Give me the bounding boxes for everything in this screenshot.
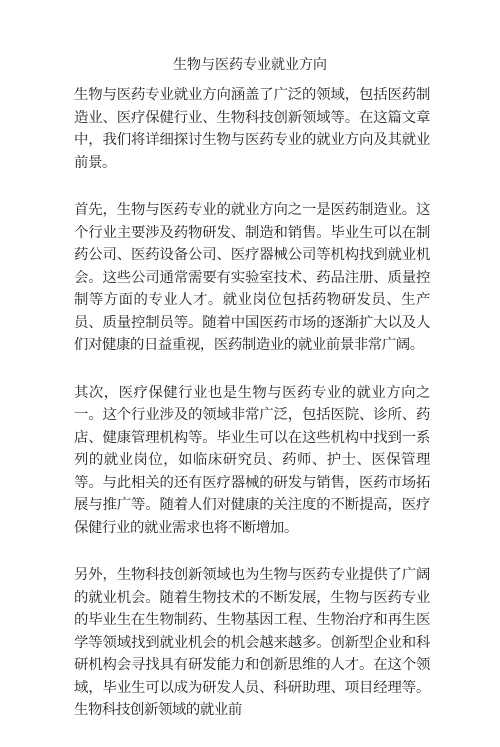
- document-title: 生物与医药专业就业方向: [173, 57, 327, 73]
- paragraph-pharma-manufacturing: 首先，生物与医药专业的就业方向之一是医药制造业。这个行业主要涉及药物研发、制造和销售。毕业生可以在制药公司、医药设备公司、医疗器械公司等机构找到就业机会。这些公司通常需要有实验室技术、药品注册、质量控制等方面的专业人才。就业岗位包括药物研发员、生产员、质量控制员等。随着中国医药市场的逐渐扩大以及人们对健康的日益重视，医药制造业的就业前景非常广阔。: [74, 202, 430, 353]
- document-body: [74, 84, 430, 747]
- paragraph-healthcare: 其次，医疗保健行业也是生物与医药专业的就业方向之一。这个行业涉及的领域非常广泛，包括医院、诊所、药店、健康管理机构等。毕业生可以在这些机构中找到一系列的就业岗位，如临床研究员、药师、护士、医保管理等。与此相关的还有医疗器械的研发与销售，医药市场拓展与推广等。随着人们对健康的关注度的不断提高，医疗保健行业的就业需求也将不断增加。: [74, 384, 430, 536]
- paragraph-intro: 生物与医药专业就业方向涵盖了广泛的领域，包括医药制造业、医疗保健行业、生物科技创新领域等。在这篇文章中，我们将详细探讨生物与医药专业的就业方向及其就业前景。: [74, 87, 430, 171]
- paragraph-biotech-innovation: 另外，生物科技创新领域也为生物与医药专业提供了广阔的就业机会。随着生物技术的不断发展，生物与医药专业的毕业生在生物制药、生物基因工程、生物治疗和再生医学等领域找到就业机会的机会越来越多。创新型企业和科研机构会寻找具有研发能力和创新思维的人才。在这个领域，毕业生可以成为研发人员、科研助理、项目经理等。生物科技创新领域的就业前: [74, 567, 430, 718]
